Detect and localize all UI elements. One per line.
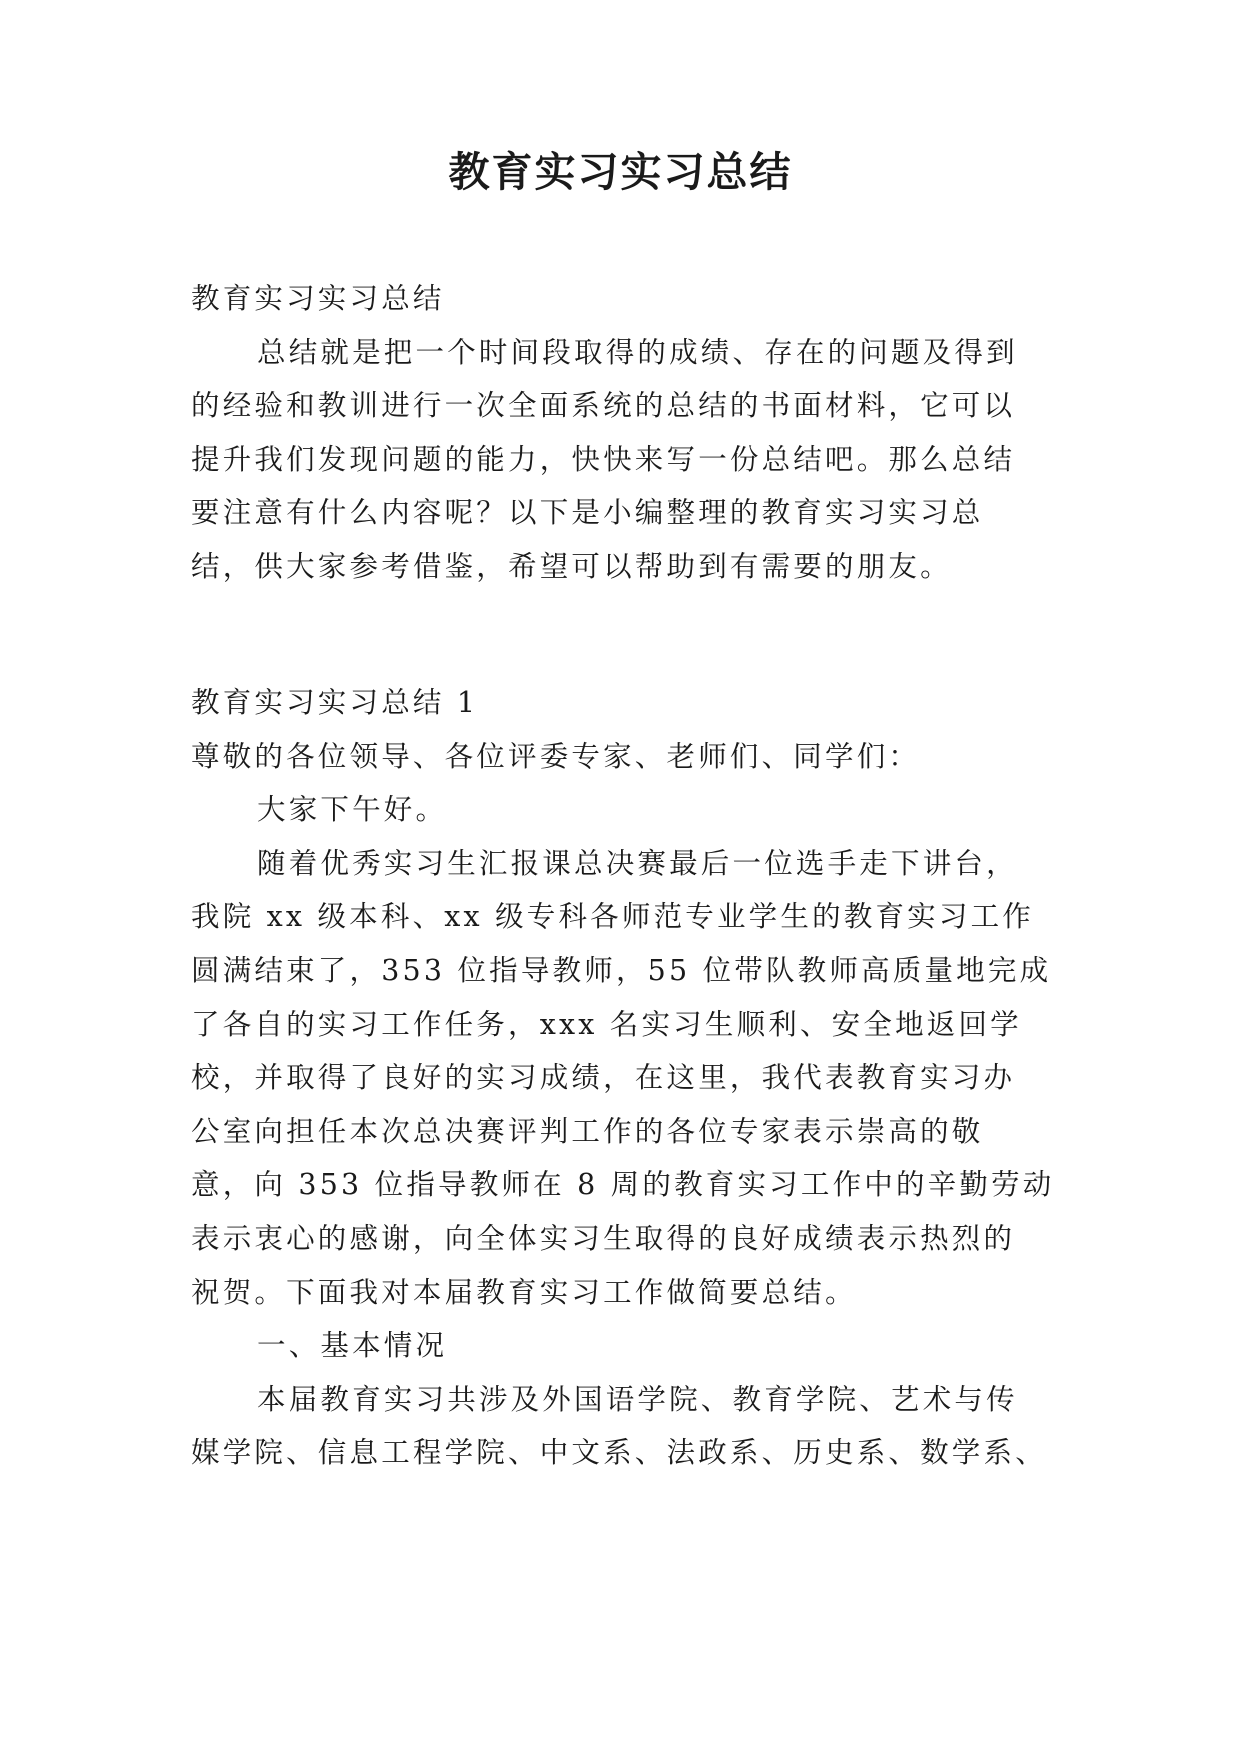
intro-line: 提升我们发现问题的能力，快快来写一份总结吧。那么总结 <box>191 442 1016 476</box>
paragraph-line: 了各自的实习工作任务，xxx 名实习生顺利、安全地返回学 <box>191 1007 1022 1041</box>
paragraph-line: 表示衷心的感谢，向全体实习生取得的良好成绩表示热烈的 <box>191 1221 1016 1255</box>
paragraph-line: 本届教育实习共涉及外国语学院、教育学院、艺术与传 <box>257 1382 1018 1416</box>
intro-line: 要注意有什么内容呢？以下是小编整理的教育实习实习总 <box>191 496 984 530</box>
salutation: 尊敬的各位领导、各位评委专家、老师们、同学们： <box>191 739 921 773</box>
intro-block <box>191 272 1071 594</box>
paragraph-line: 圆满结束了，353 位指导教师，55 位带队教师高质量地完成 <box>191 953 1052 987</box>
subheading: 教育实习实习总结 <box>191 282 445 315</box>
paragraph-line: 媒学院、信息工程学院、中文系、法政系、历史系、数学系、 <box>191 1436 1047 1470</box>
paragraph-line: 意，向 353 位指导教师在 8 周的教育实习工作中的辛勤劳动 <box>191 1168 1055 1202</box>
paragraph-line: 我院 xx 级本科、xx 级专科各师范专业学生的教育实习工作 <box>191 900 1034 934</box>
paragraph-line: 校，并取得了良好的实习成绩，在这里，我代表教育实习办 <box>191 1061 1016 1095</box>
document-title: 教育实习实习总结 <box>448 148 793 196</box>
intro-line: 的经验和教训进行一次全面系统的总结的书面材料，它可以 <box>191 389 1016 423</box>
greeting: 大家下午好。 <box>257 793 448 827</box>
paragraph-line: 随着优秀实习生汇报课总决赛最后一位选手走下讲台， <box>257 846 1018 880</box>
intro-line: 总结就是把一个时间段取得的成绩、存在的问题及得到 <box>257 335 1018 369</box>
intro-line: 结，供大家参考借鉴，希望可以帮助到有需要的朋友。 <box>191 549 952 583</box>
summary-block <box>191 676 1071 1480</box>
paragraph-line: 祝贺。下面我对本届教育实习工作做简要总结。 <box>191 1275 857 1309</box>
section-title-basic: 一、基本情况 <box>257 1329 448 1363</box>
section-heading: 教育实习实习总结 1 <box>191 686 479 719</box>
paragraph-line: 公室向担任本次总决赛评判工作的各位专家表示崇高的敬 <box>191 1114 984 1148</box>
